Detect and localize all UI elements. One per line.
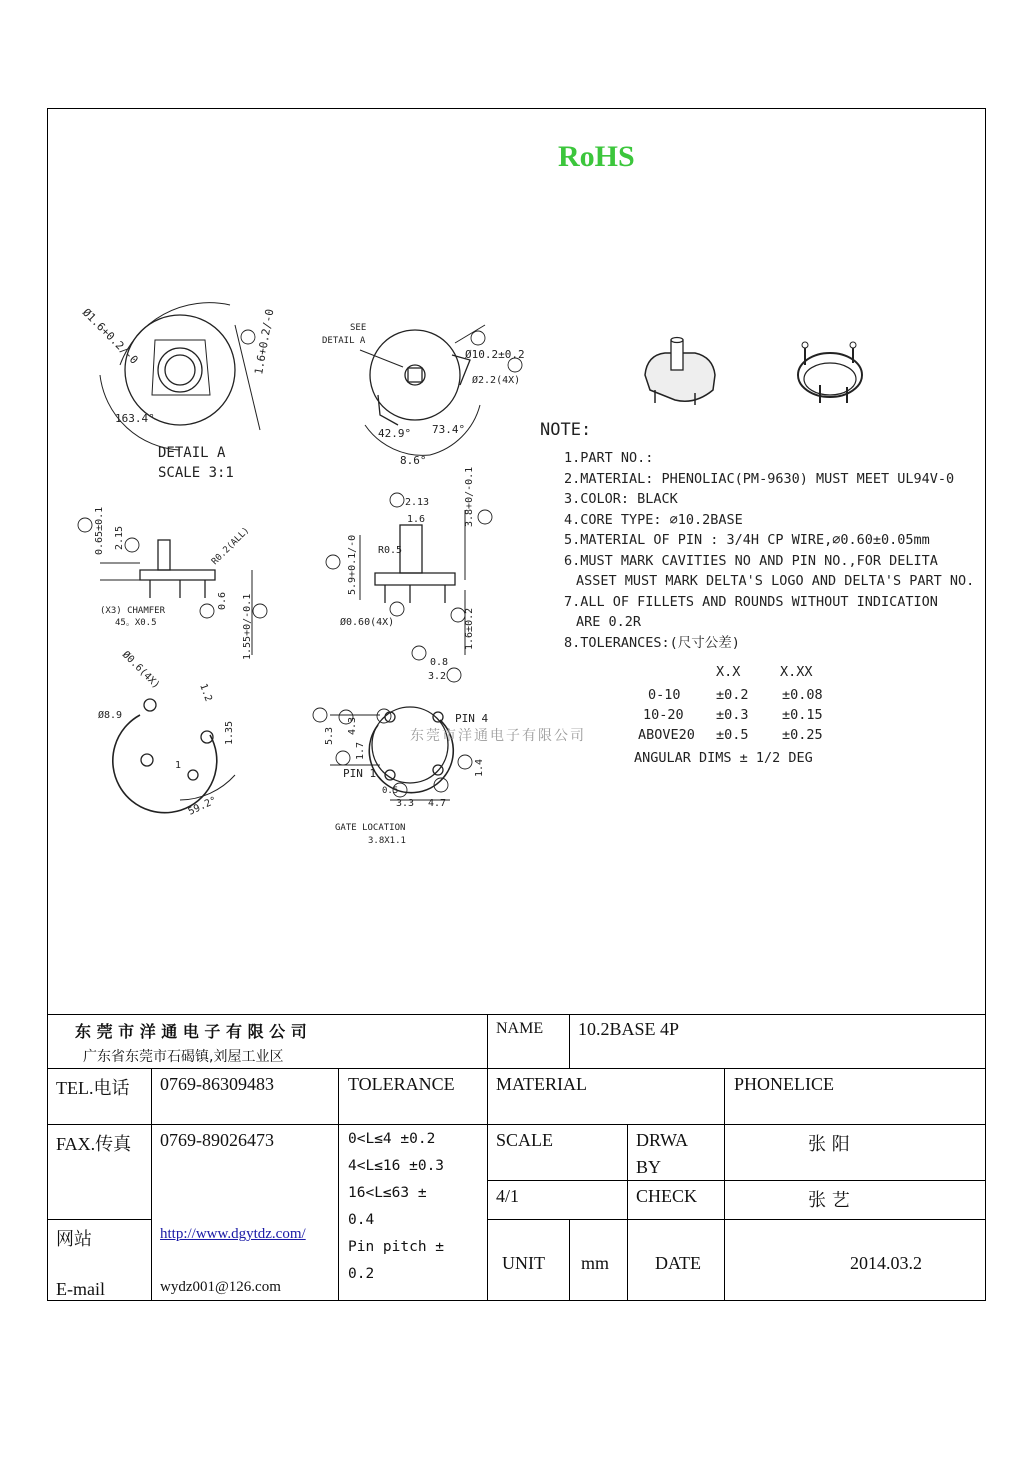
notes-title: NOTE: xyxy=(540,420,592,440)
dim-n: 3.2 xyxy=(428,671,447,682)
tolerance-line: 0.4 xyxy=(348,1212,375,1228)
dim-angle1: 42.9° xyxy=(378,427,412,440)
material-label: MATERIAL xyxy=(496,1074,587,1094)
dim-q: 1.7 xyxy=(355,741,366,760)
scale-label: SCALE xyxy=(496,1130,554,1150)
note-item: 7.ALL OF FILLETS AND ROUNDS WITHOUT INDICATION xyxy=(564,593,938,610)
phonelice-label: PHONELICE xyxy=(734,1074,834,1094)
dim-b1: Ø0.6(4X) xyxy=(119,649,162,692)
drwa-label: DRWA xyxy=(636,1130,689,1150)
rule xyxy=(47,1014,986,1015)
tol-angular: ANGULAR DIMS ± 1/2 DEG xyxy=(634,750,813,766)
dim-f: 0.6 xyxy=(217,591,228,610)
tolerance-line: 0.2 xyxy=(348,1266,375,1282)
fax-value: 0769-89026473 xyxy=(160,1130,274,1150)
date-value: 2014.03.2 xyxy=(850,1253,922,1273)
rule xyxy=(47,1219,151,1220)
dim-b4: 1.35 xyxy=(224,720,235,745)
dim-a2: 1.6+0.2/-0 xyxy=(252,308,277,376)
note-item: 5.MATERIAL OF PIN : 3/4H CP WIRE,⌀0.60±0.05mm xyxy=(564,532,930,548)
note-item: 1.PART NO.: xyxy=(564,450,654,466)
dim-a1: Ø1.6+0.2/-0 xyxy=(79,305,141,367)
see-detail: SEE xyxy=(350,323,367,333)
tolerance-list xyxy=(348,1126,444,1288)
tol-range: 0-10 xyxy=(648,687,681,703)
technical-drawing xyxy=(60,255,530,855)
tol-xxx: ±0.25 xyxy=(782,727,823,743)
check-label: CHECK xyxy=(636,1186,698,1206)
dim-p: 4.3 xyxy=(347,716,358,735)
tolerance-line: Pin pitch ± xyxy=(348,1239,445,1255)
rule xyxy=(487,1014,488,1301)
by-label: BY xyxy=(636,1157,662,1177)
rule xyxy=(47,1124,986,1125)
drawn-by: 张 阳 xyxy=(808,1134,850,1155)
dim-c: Ø2.2(4X) xyxy=(472,375,521,386)
tol-header-xxx: X.XX xyxy=(780,664,813,680)
website-link[interactable]: http://www.dgytdz.com/ xyxy=(160,1226,306,1242)
tol-xxx: ±0.08 xyxy=(782,687,823,703)
tolerance-line: 16<L≤63 ± xyxy=(348,1185,427,1201)
product-photo-top xyxy=(635,335,725,410)
rule xyxy=(338,1068,339,1301)
rule xyxy=(151,1068,152,1301)
dim-o: 5.3 xyxy=(324,726,335,745)
rule xyxy=(487,1180,986,1181)
tel-value: 0769-86309483 xyxy=(160,1074,274,1094)
tel-label: TEL.电话 xyxy=(56,1078,130,1098)
rule xyxy=(487,1219,986,1220)
product-photo-bottom xyxy=(785,335,875,410)
dim-b: Ø10.2±0.2 xyxy=(465,348,525,361)
web-label: 网站 xyxy=(56,1229,92,1250)
dim-chamfer: (X3) CHAMFER xyxy=(100,606,166,616)
dim-angle2: 73.4° xyxy=(432,423,466,436)
note-item: 8.TOLERANCES:(尺寸公差) xyxy=(564,634,740,651)
dim-g: 1.55+0/-0.1 xyxy=(242,593,253,660)
tol-xxx: ±0.15 xyxy=(782,707,823,723)
watermark: 东莞市洋通电子有限公司 xyxy=(410,728,586,744)
dim-b3: 1.2 xyxy=(197,682,214,703)
tolerance-line: 4<L≤16 ±0.3 xyxy=(348,1158,445,1174)
company-name: 东 莞 市 洋 通 电 子 有 限 公 司 xyxy=(75,1022,307,1041)
note-item: ASSET MUST MARK DELTA'S LOGO AND DELTA'S PART NO. xyxy=(576,573,975,589)
rule xyxy=(627,1124,628,1220)
see-detail2: DETAIL A xyxy=(322,336,366,346)
detail-title: DETAIL A xyxy=(158,445,226,461)
dim-l: 3.8+0/-0.1 xyxy=(464,466,475,527)
name-label: NAME xyxy=(496,1020,544,1037)
rohs-mark: RoHS xyxy=(558,140,635,173)
tol-xx: ±0.5 xyxy=(716,727,749,743)
dim-chamfer2: 45。X0.5 xyxy=(115,618,157,628)
note-item: 4.CORE TYPE: ⌀10.2BASE xyxy=(564,511,743,528)
rule xyxy=(569,1219,570,1301)
dim-gate: GATE LOCATION xyxy=(335,823,406,833)
dim-gate2: 3.8X1.1 xyxy=(368,836,406,846)
dim-r2: 0.5 xyxy=(382,786,399,796)
note-item: 2.MATERIAL: PHENOLIAC(PM-9630) MUST MEET UL94V-0 xyxy=(564,470,955,487)
tol-header-xx: X.X xyxy=(716,664,741,680)
dim-j: Ø0.60(4X) xyxy=(340,617,395,628)
dim-d: 0.65±0.1 xyxy=(94,506,105,555)
dim-pin1: PIN 1 xyxy=(343,767,377,780)
tol-xx: ±0.3 xyxy=(716,707,749,723)
dim-i: 5.9+0.1/-0 xyxy=(347,534,358,595)
dim-r05: R0.5 xyxy=(378,545,403,556)
name-value: 10.2BASE 4P xyxy=(578,1019,680,1039)
rule xyxy=(569,1014,570,1069)
rule xyxy=(724,1068,725,1301)
dim-k: 1.6±0.2 xyxy=(464,607,475,650)
unit-value: mm xyxy=(581,1253,610,1273)
rule xyxy=(627,1219,628,1301)
dim-s2: 4.7 xyxy=(428,798,447,809)
tolerance-label: TOLERANCE xyxy=(348,1074,455,1094)
dim-b6: 59.2° xyxy=(186,795,219,818)
date-label: DATE xyxy=(655,1253,701,1273)
rule xyxy=(47,1068,986,1069)
dim-r: R0.2(ALL) xyxy=(210,525,252,568)
dim-a3: 163.4° xyxy=(115,412,155,425)
dim-b5: 1 xyxy=(175,760,182,771)
email-value: wydz001@126.com xyxy=(160,1279,281,1295)
tolerance-line: 0<L≤4 ±0.2 xyxy=(348,1131,436,1147)
dim-h2: 1.6 xyxy=(407,514,426,525)
dim-e: 2.15 xyxy=(114,525,125,550)
scale-value: 4/1 xyxy=(496,1186,520,1206)
dim-pin4: PIN 4 xyxy=(455,712,489,725)
tol-range: ABOVE20 xyxy=(638,727,695,743)
notes-block xyxy=(540,420,990,653)
note-item: ARE 0.2R xyxy=(576,614,642,630)
tol-xx: ±0.2 xyxy=(716,687,749,703)
detail-scale: SCALE 3:1 xyxy=(158,465,234,481)
company-address: 广东省东莞市石碣镇,刘屋工业区 xyxy=(83,1049,284,1065)
email-label: E-mail xyxy=(56,1279,105,1299)
dim-b2: Ø8.9 xyxy=(98,710,123,721)
note-item: 3.COLOR: BLACK xyxy=(564,491,678,507)
checked-by: 张 艺 xyxy=(808,1190,850,1211)
tol-range: 10-20 xyxy=(643,707,684,723)
dim-t: 1.4 xyxy=(474,758,485,777)
dim-s1: 3.3 xyxy=(396,798,415,809)
dim-angle3: 8.6° xyxy=(400,454,427,467)
note-item: 6.MUST MARK CAVITIES NO AND PIN NO.,FOR DELITA xyxy=(564,552,938,569)
unit-label: UNIT xyxy=(502,1253,545,1273)
dim-h: 2.13 xyxy=(405,497,430,508)
fax-label: FAX.传真 xyxy=(56,1134,132,1154)
dim-m: 0.8 xyxy=(430,657,449,668)
